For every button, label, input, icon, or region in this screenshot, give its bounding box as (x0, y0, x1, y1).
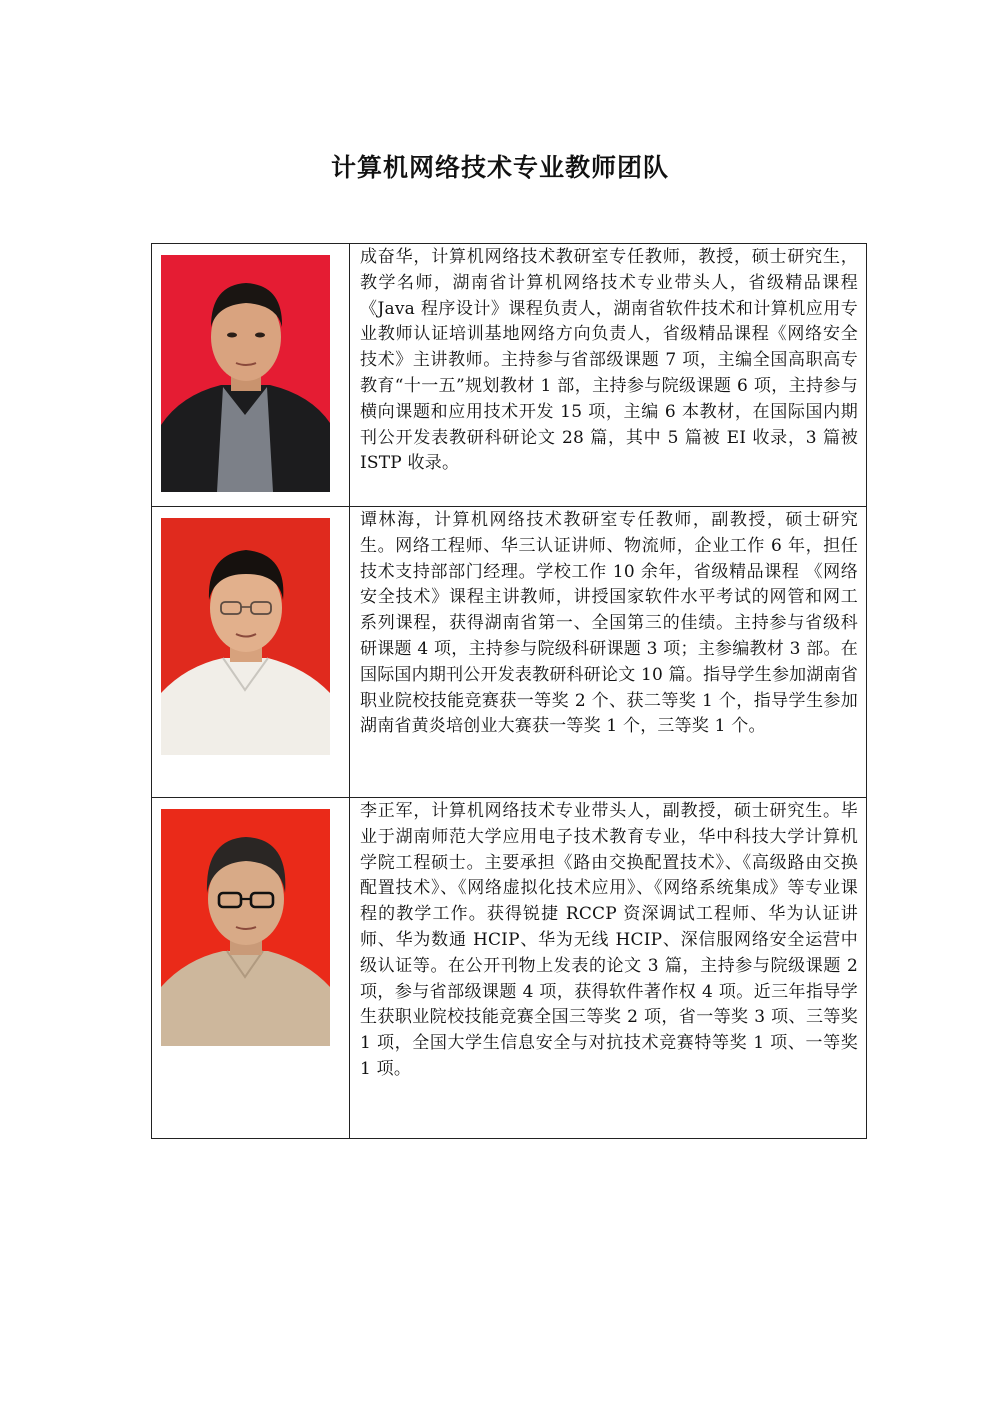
photo-cell (152, 798, 350, 1139)
table-row (152, 507, 867, 798)
table-row (152, 244, 867, 507)
teacher-bio: 谭林海，计算机网络技术教研室专任教师，副教授，硕士研究生。网络工程师、华三认证讲师、物流师，企业工作 6 年，担任技术支持部部门经理。学校工作 10 余年，省级精品课程 《网络安全技术》课程主讲教师，讲授国家软件水平考试的网管和网工系列课程，获得湖南省第一、全国第三的佳绩。主持参与省级科研课题 4 项，主持参与院级科研课题 3 项；主参编教材 3 部。在国际国内期刊公开发表教研科研论文 10 篇。指导学生参加湖南省职业院校技能竞赛获一等奖 2 个、获二等奖 1 个，指导学生参加湖南省黄炎培创业大赛获一等奖 1 个，三等奖 1 个。 (350, 507, 867, 798)
table-row (152, 798, 867, 1139)
teacher-bio: 李正军，计算机网络技术专业带头人，副教授，硕士研究生。毕业于湖南师范大学应用电子技术教育专业，华中科技大学计算机学院工程硕士。主要承担《路由交换配置技术》、《高级路由交换配置技术》、《网络虚拟化技术应用》、《网络系统集成》等专业课程的教学工作。获得锐捷 RCCP 资深调试工程师、华为认证讲师、华为数通 HCIP、华为无线 HCIP、深信服网络安全运营中级认证等。在公开刊物上发表的论文 3 篇，主持参与院级课题 2 项，参与省部级课题 4 项，获得软件著作权 4 项。近三年指导学生获职业院校技能竞赛全国三等奖 2 项，省一等奖 3 项、三等奖 1 项，全国大学生信息安全与对抗技术竞赛特等奖 1 项、一等奖 1 项。 (350, 798, 867, 1139)
photo-cell (152, 244, 350, 507)
portrait-photo-icon (161, 518, 330, 755)
portrait-photo-icon (161, 255, 330, 492)
page-title: 计算机网络技术专业教师团队 (330, 153, 669, 182)
teacher-table (151, 243, 867, 1139)
portrait-photo-icon (161, 809, 330, 1046)
photo-cell (152, 507, 350, 798)
teacher-bio: 成奋华，计算机网络技术教研室专任教师，教授，硕士研究生，教学名师，湖南省计算机网络技术专业带头人，省级精品课程《Java 程序设计》课程负责人，湖南省软件技术和计算机应用专业教师认证培训基地网络方向负责人，省级精品课程《网络安全技术》主讲教师。主持参与省部级课题 7 项，主编全国高职高专教育“十一五”规划教材 1 部，主持参与院级课题 6 项，主持参与横向课题和应用技术开发 15 项，主编 6 本教材，在国际国内期刊公开发表教研科研论文 28 篇，其中 5 篇被 EI 收录，3 篇被 ISTP 收录。 (350, 244, 867, 507)
